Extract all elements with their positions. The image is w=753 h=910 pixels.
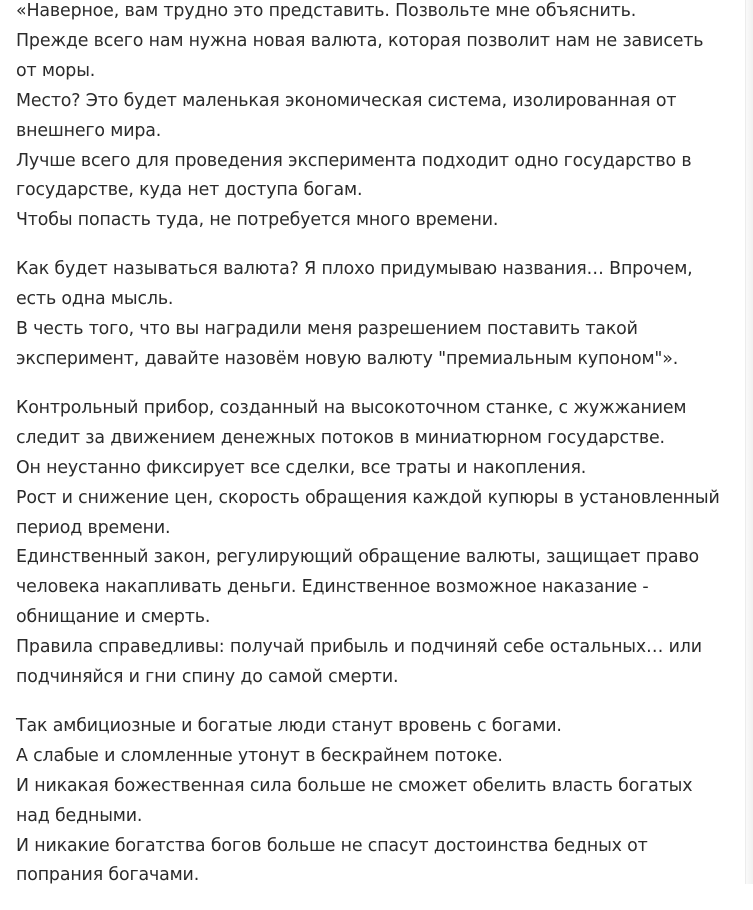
text-line: «Наверное, вам трудно это представить. Позвольте мне объяснить. [16,1,637,21]
text-line: Рост и снижение цен, скорость обращения каждой купюры в установленный период времени. [16,487,720,538]
text-line: А слабые и сломленные утонут в бескрайнем потоке. [16,745,503,766]
text-line: Единственный закон, регулирующий обращение валюты, защищает право человека накапливать деньги. Единственное возможное наказание - обнищание и смерть. [16,547,699,628]
text-line: Лучше всего для проведения эксперимента подходит одно государство в государстве, куда нет доступа богам. [16,150,692,201]
text-line: И никакие богатства богов больше не спасут достоинства бедных от попрания богачами. [16,835,648,886]
text-line: В честь того, что вы наградили меня разрешением поставить такой эксперимент, давайте назовём новую валюту "премиальным купоном"». [16,319,679,369]
text-line: Он неустанно фиксирует все сделки, все траты и накопления. [16,457,587,478]
text-line: Место? Это будет маленькая экономическая система, изолированная от внешнего мира. [16,90,677,141]
chapter-text [16,0,728,910]
text-line: Прежде всего нам нужна новая валюта, которая позволит нам не зависеть от моры. [16,30,704,81]
paragraph-4 [16,712,728,891]
text-line: Чтобы попасть туда, не потребуется много времени. [16,210,499,231]
paragraph-3 [16,394,728,693]
text-line: И никакая божественная сила больше не сможет обелить власть богатых над бедными. [16,775,693,826]
paragraph-1 [16,0,728,236]
text-line: Правила справедливы: получай прибыль и подчиняй себе остальных… или подчиняйся и гни спину до самой смерти. [16,637,702,688]
text-line: Как будет называться валюта? Я плохо придумываю названия… Впрочем, есть одна мысль. [16,259,693,310]
page-edge [745,0,753,884]
paragraph-2 [16,255,728,375]
text-line: Контрольный прибор, созданный на высокоточном станке, с жужжанием следит за движением денежных потоков в миниатюрном государстве. [16,397,687,448]
text-line: Так амбициозные и богатые люди станут вровень с богами. [16,715,562,736]
